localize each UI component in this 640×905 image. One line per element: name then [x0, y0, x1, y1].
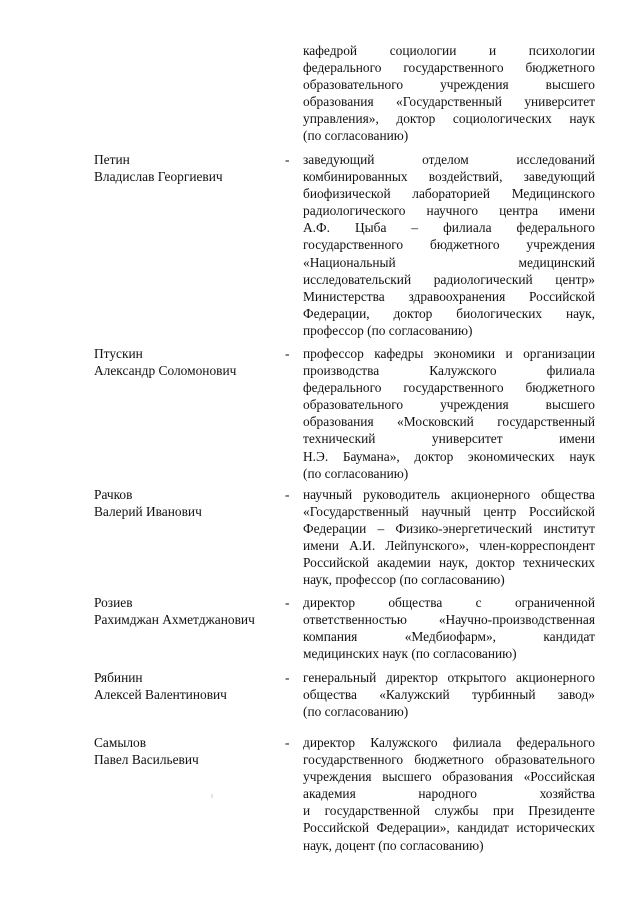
member-description	[303, 669, 595, 720]
description-line: Федерации, доктор биологических наук,	[303, 305, 595, 321]
description-line: (по согласованию)	[303, 465, 409, 481]
description-line: биофизической лабораторией Медицинского	[303, 186, 595, 202]
separator-dash: -	[285, 152, 290, 167]
description-line: профессор (по согласованию)	[303, 322, 473, 338]
member-surname: Петин	[94, 152, 130, 167]
member-name	[94, 151, 279, 185]
description-line: (по согласованию)	[303, 128, 409, 144]
description-line: и государственной службы при Президенте	[303, 803, 595, 819]
member-name	[94, 486, 279, 520]
description-line: Федерации – Физико-энергетический институт	[303, 521, 595, 537]
description-line: заведующий отделом исследований	[303, 152, 595, 167]
description-line: (по согласованию)	[303, 704, 409, 720]
member-surname: Рачков	[94, 487, 133, 502]
description-line: научный руководитель акционерного общества	[303, 487, 595, 502]
separator-dash: -	[285, 735, 290, 750]
member-description	[303, 734, 595, 854]
description-line: директор Калужского филиала федерального	[303, 735, 595, 750]
separator-dash: -	[285, 346, 290, 361]
member-given-names: Павел Васильевич	[94, 752, 199, 768]
description-line: федерального государственного бюджетного	[303, 380, 595, 396]
description-line: профессор кафедры экономики и организации	[303, 346, 595, 361]
description-line: комбинированных воздействий, заведующий	[303, 169, 595, 185]
description-line: образовательного учреждения высшего	[303, 77, 595, 93]
member-given-names: Александр Соломонович	[94, 363, 237, 379]
separator-dash: -	[285, 670, 290, 685]
description-line: образования «Московский государственный	[303, 414, 595, 430]
description-line: производства Калужского филиала	[303, 363, 595, 379]
description-line: Российской Федерации», кандидат исторических	[303, 820, 595, 836]
description-line: «Государственный научный центр Российской	[303, 504, 595, 520]
description-line: «Национальный медицинский	[303, 254, 595, 270]
description-line: академия народного хозяйства	[303, 786, 595, 802]
description-line: компания «Медбиофарм», кандидат	[303, 629, 595, 645]
description-line: технический университет имени	[303, 431, 595, 447]
member-given-names: Рахимджан Ахметджанович	[94, 612, 255, 628]
description-line: государственного бюджетного учреждения	[303, 237, 595, 253]
description-line: образовательного учреждения высшего	[303, 397, 595, 413]
description-line: учреждения высшего образования «Российская	[303, 769, 595, 785]
member-given-names: Валерий Иванович	[94, 504, 202, 520]
description-line: А.Ф. Цыба – филиала федерального	[303, 220, 595, 236]
member-description	[303, 151, 595, 339]
member-given-names: Алексей Валентинович	[94, 687, 227, 703]
member-surname: Розиев	[94, 595, 133, 610]
description-line: наук, доцент (по согласованию)	[303, 837, 484, 853]
member-surname: Самылов	[94, 735, 147, 750]
description-line: управления», доктор социологических наук	[303, 111, 595, 127]
description-line: исследовательский радиологический центр»	[303, 271, 595, 287]
description-line: общества «Калужский турбинный завод»	[303, 687, 595, 703]
member-description	[303, 345, 595, 482]
member-name	[94, 669, 279, 703]
description-line: кафедрой социологии и психологии	[303, 43, 595, 58]
description-line: Министерства здравоохранения Российской	[303, 288, 595, 304]
member-name	[94, 734, 279, 768]
description-line: ответственностью «Научно-производственная	[303, 612, 595, 628]
member-description	[303, 486, 595, 589]
scan-speck-mark: ꞉	[211, 792, 213, 800]
description-line: Н.Э. Баумана», доктор экономических наук	[303, 448, 595, 464]
description-line: Российской академии наук, доктор технических	[303, 555, 595, 571]
member-description	[303, 594, 595, 662]
description-line: имени А.И. Лейпунского», член-корреспондент	[303, 538, 595, 554]
member-surname: Рябинин	[94, 670, 143, 685]
description-line: медицинских наук (по согласованию)	[303, 646, 517, 662]
separator-dash: -	[285, 487, 290, 502]
description-line: директор общества с ограниченной	[303, 595, 595, 610]
member-given-names: Владислав Георгиевич	[94, 169, 223, 185]
description-line: генеральный директор открытого акционерного	[303, 670, 595, 685]
member-name	[94, 345, 279, 379]
member-surname: Птускин	[94, 346, 143, 361]
separator-dash: -	[285, 595, 290, 610]
member-description	[303, 42, 595, 145]
description-line: федерального государственного бюджетного	[303, 60, 595, 76]
description-line: государственного бюджетного образовательного	[303, 752, 595, 768]
description-line: радиологического научного центра имени	[303, 203, 595, 219]
description-line: наук, профессор (по согласованию)	[303, 572, 505, 588]
description-line: образования «Государственный университет	[303, 94, 595, 110]
member-name	[94, 594, 279, 628]
